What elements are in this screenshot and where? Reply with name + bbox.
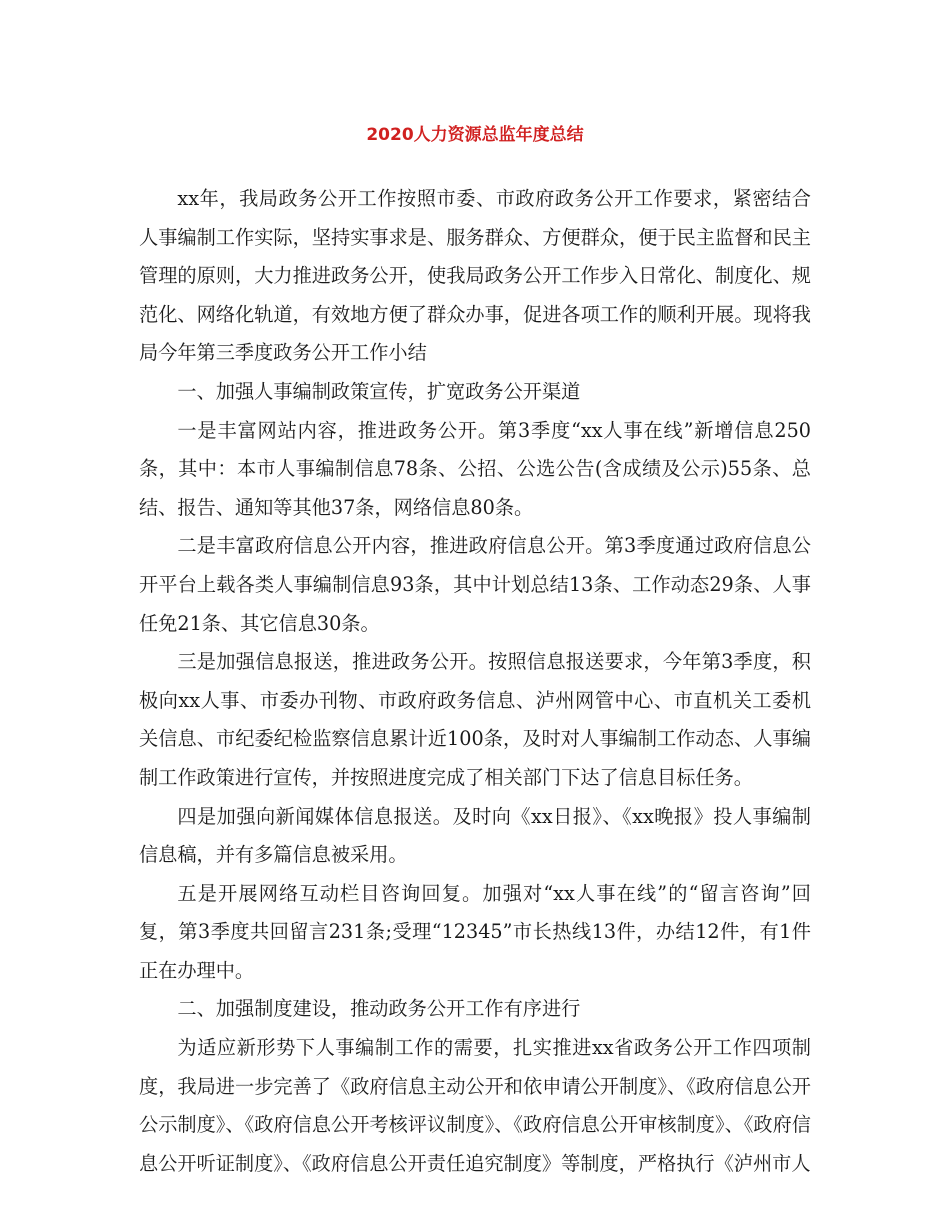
document-title: 2020人力资源总监年度总结 <box>366 125 584 145</box>
section-heading-1: 一、加强人事编制政策宣传，扩宽政务公开渠道 <box>177 379 581 403</box>
section-heading-2: 二、加强制度建设，推动政务公开工作有序进行 <box>177 997 581 1021</box>
paragraph-intro: xx年，我局政务公开工作按照市委、市政府政务公开工作要求，紧密结合人事编制工作实际，坚持实事求是、服务群众、方便群众，便于民主监督和民主管理的原则，大力推进政务公开，使我局政务公开工作步入日常化、制度化、规范化、网络化轨道，有效地方便了群众办事，促进各项工作的顺利开展。现将我局今年第三季度政务公开工作小结 <box>139 187 811 365</box>
paragraph-system: 为适应新形势下人事编制工作的需要，扎实推进xx省政务公开工作四项制度，我局进一步完善了《政府信息主动公开和依申请公开制度》、《政府信息公开公示制度》、《政府信息公开考核评议制度》、《政府信息公开审核制度》、《政府信息公开听证制度》、《政府信息公开责任追究制度》等制度，严格执行《泸州市人 <box>139 1036 811 1175</box>
document-page <box>139 120 811 1183</box>
paragraph-website: 一是丰富网站内容，推进政务公开。第3季度“xx人事在线”新增信息250条，其中：本市人事编制信息78条、公招、公选公告(含成绩及公示)55条、总结、报告、通知等其他37条，网络信息80条。 <box>139 418 811 519</box>
paragraph-media: 四是加强向新闻媒体信息报送。及时向《xx日报》、《xx晚报》投人事编制信息稿，并有多篇信息被采用。 <box>139 804 811 867</box>
paragraph-gov-info: 二是丰富政府信息公开内容，推进政府信息公开。第3季度通过政府信息公开平台上载各类人事编制信息93条，其中计划总结13条、工作动态29条、人事任免21条、其它信息30条。 <box>139 534 811 635</box>
paragraph-info-report: 三是加强信息报送，推进政务公开。按照信息报送要求，今年第3季度，积极向xx人事、市委办刊物、市政府政务信息、泸州网管中心、市直机关工委机关信息、市纪委纪检监察信息累计近100条，及时对人事编制工作动态、人事编制工作政策进行宣传，并按照进度完成了相关部门下达了信息目标任务。 <box>139 650 811 789</box>
paragraph-online-reply: 五是开展网络互动栏目咨询回复。加强对“xx人事在线”的“留言咨询”回复，第3季度共回留言231条;受理“12345”市长热线13件，办结12件，有1件正在办理中。 <box>139 881 811 982</box>
